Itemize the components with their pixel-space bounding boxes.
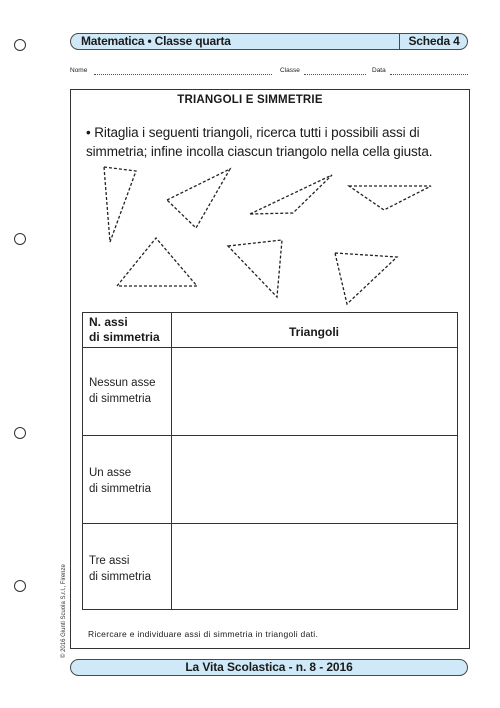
- sheet-label: Scheda 4: [408, 34, 460, 48]
- row-label-no-axis: Nessun asse di simmetria: [89, 377, 156, 405]
- triangle-6[interactable]: [228, 240, 282, 297]
- binder-hole: [14, 39, 26, 51]
- triangle-1[interactable]: [104, 167, 136, 242]
- table-header-triangles: Triangoli: [288, 325, 339, 339]
- table-header-axes: N. assi di simmetria: [89, 315, 160, 344]
- student-fields: [70, 67, 470, 79]
- worksheet-title: TRIANGOLI E SIMMETRIE: [177, 94, 323, 106]
- learning-objective: Ricercare e individuare assi di simmetria in triangoli dati.: [88, 629, 319, 639]
- symmetry-table: [82, 312, 458, 610]
- triangle-3[interactable]: [250, 175, 332, 214]
- table-row-divider: [83, 435, 457, 436]
- triangle-2[interactable]: [167, 169, 230, 228]
- triangle-7[interactable]: [335, 253, 397, 304]
- binder-hole: [14, 233, 26, 245]
- date-label: Data: [372, 67, 386, 74]
- binder-hole: [14, 427, 26, 439]
- date-field[interactable]: [390, 67, 468, 75]
- footer-bar: La Vita Scolastica - n. 8 - 2016: [70, 659, 468, 676]
- triangles-figure: [70, 160, 450, 310]
- triangle-5[interactable]: [117, 238, 197, 286]
- triangle-4[interactable]: [349, 186, 431, 210]
- table-column-divider: [171, 313, 172, 609]
- copyright-note: © 2016 Giunti Scuola S.r.l., Firenze: [61, 564, 67, 658]
- class-label: Classe: [280, 67, 300, 74]
- header-bar: [70, 33, 468, 50]
- header-divider: [399, 33, 400, 50]
- instruction-text: • Ritaglia i seguenti triangoli, ricerca tutti i possibili assi di simmetria; infine incolla ciascun triangolo nella cella giusta.: [86, 125, 433, 159]
- row-label-three-axes: Tre assi di simmetria: [89, 555, 151, 583]
- name-field[interactable]: [94, 67, 272, 75]
- binder-hole: [14, 580, 26, 592]
- table-row-divider: [83, 523, 457, 524]
- class-field[interactable]: [304, 67, 366, 75]
- subject-label: Matematica • Classe quarta: [81, 34, 231, 48]
- name-label: Nome: [70, 67, 88, 74]
- row-label-one-axis: Un asse di simmetria: [89, 467, 151, 495]
- table-row-divider: [83, 347, 457, 348]
